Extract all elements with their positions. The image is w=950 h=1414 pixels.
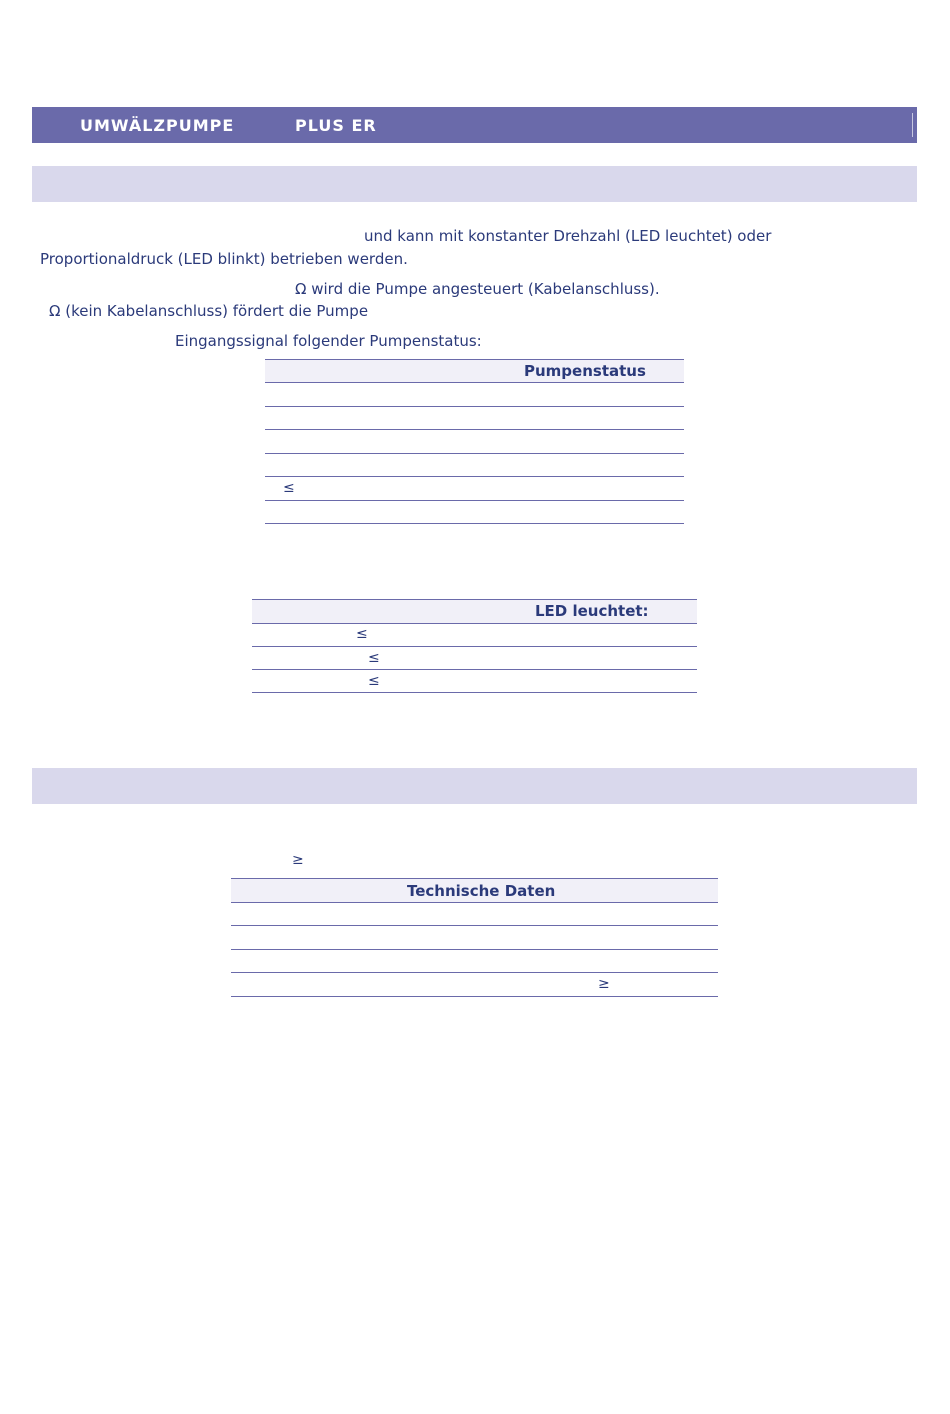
section-bar-2 (32, 768, 917, 804)
product-variant: PLUS ER (295, 116, 377, 135)
table-rule (265, 500, 684, 501)
table-rule (252, 646, 697, 647)
led-table-header (252, 599, 697, 623)
table-rule (231, 972, 718, 973)
pump-status-table (265, 359, 684, 524)
led-table (252, 599, 697, 694)
pump-status-row-symbol: ≤ (283, 480, 295, 496)
table-rule (231, 996, 718, 997)
tech-data-row-symbol: ≥ (598, 976, 610, 992)
table-rule (265, 406, 684, 407)
led-row-symbol: ≤ (368, 673, 380, 689)
table-rule (231, 902, 718, 903)
led-row-symbol: ≤ (356, 626, 368, 642)
table-rule (252, 669, 697, 670)
table-rule (252, 692, 697, 693)
table-rule (231, 949, 718, 950)
led-row-symbol: ≤ (368, 650, 380, 666)
table-rule (252, 623, 697, 624)
body-text-line-5: Eingangssignal folgender Pumpenstatus: (175, 332, 482, 350)
table-rule (265, 429, 684, 430)
table-rule (265, 453, 684, 454)
body-text-line-3: Ω wird die Pumpe angesteuert (Kabelanschluss). (295, 280, 660, 298)
body-text-line-1: und kann mit konstanter Drehzahl (LED leuchtet) oder (364, 227, 772, 245)
table-rule (231, 878, 718, 879)
product-title: UMWÄLZPUMPE (80, 116, 235, 135)
pump-status-header-label: Pumpenstatus (524, 362, 646, 380)
section-bar-1 (32, 166, 917, 202)
body-text-line-2: Proportionaldruck (LED blinkt) betrieben werden. (40, 250, 408, 268)
tech-data-table-header (231, 878, 718, 902)
tech-data-header-label: Technische Daten (407, 882, 556, 900)
table-rule (265, 476, 684, 477)
title-bar-divider (912, 113, 913, 137)
table-rule (265, 359, 684, 360)
document-title-bar (32, 107, 917, 143)
table-rule (231, 925, 718, 926)
body-text-line-4: Ω (kein Kabelanschluss) fördert die Pumpe (49, 302, 369, 320)
table-rule (265, 382, 684, 383)
pump-status-table-header (265, 359, 684, 382)
table-rule (265, 523, 684, 524)
section2-symbol: ≥ (292, 852, 304, 868)
led-header-label: LED leuchtet: (535, 602, 649, 620)
tech-data-table (231, 878, 718, 998)
table-rule (252, 599, 697, 600)
